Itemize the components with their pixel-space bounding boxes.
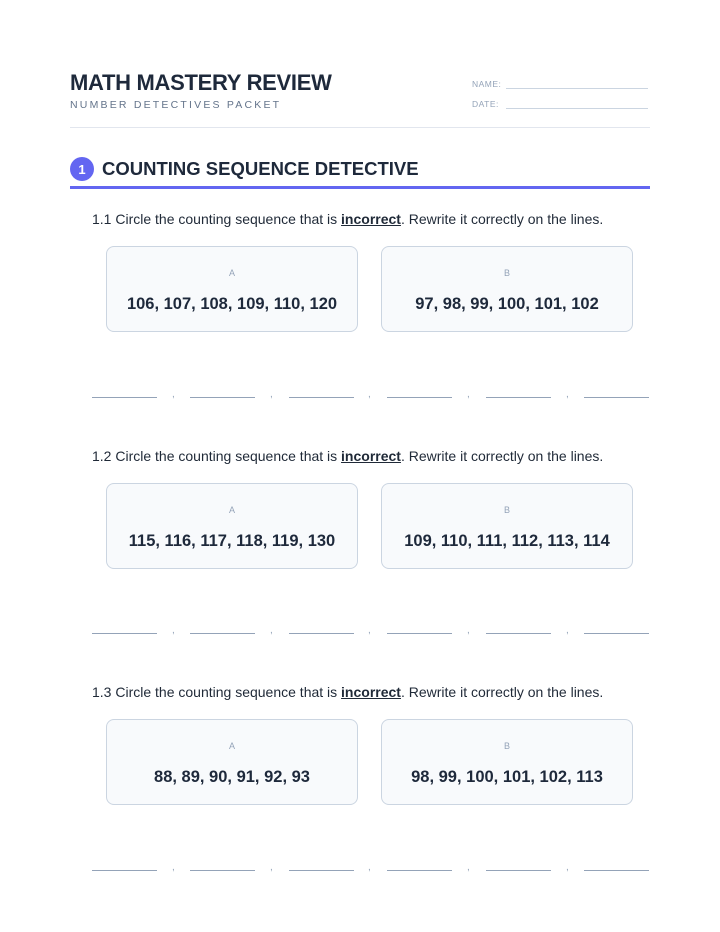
question-prefix: 1.3 Circle the counting sequence that is bbox=[92, 684, 342, 700]
option-card-b[interactable] bbox=[381, 719, 633, 805]
answer-blank[interactable] bbox=[584, 623, 649, 634]
section-number-badge: 1 bbox=[70, 157, 94, 181]
answer-blank[interactable] bbox=[387, 387, 452, 398]
option-letter: A bbox=[228, 505, 235, 515]
option-card-a[interactable] bbox=[106, 246, 358, 332]
answer-blank[interactable] bbox=[92, 860, 157, 871]
option-letter: A bbox=[228, 741, 235, 751]
option-sequence: 106, 107, 108, 109, 110, 120 bbox=[126, 295, 338, 313]
answer-comma: , bbox=[467, 389, 470, 400]
answer-blank[interactable] bbox=[584, 860, 649, 871]
answer-blank[interactable] bbox=[289, 387, 354, 398]
question-keyword: incorrect bbox=[341, 211, 401, 227]
option-sequence: 88, 89, 90, 91, 92, 93 bbox=[154, 768, 310, 786]
answer-blank[interactable] bbox=[486, 860, 551, 871]
answer-blank[interactable] bbox=[387, 623, 452, 634]
answer-comma: , bbox=[172, 389, 175, 400]
answer-blank[interactable] bbox=[190, 623, 255, 634]
answer-comma: , bbox=[566, 625, 569, 636]
name-field[interactable] bbox=[472, 76, 648, 89]
option-sequence: 115, 116, 117, 118, 119, 130 bbox=[128, 532, 336, 550]
option-card-a[interactable] bbox=[106, 483, 358, 569]
date-field[interactable] bbox=[472, 96, 648, 109]
question-suffix: . Rewrite it correctly on the lines. bbox=[400, 211, 604, 227]
option-sequence: 98, 99, 100, 101, 102, 113 bbox=[411, 768, 603, 786]
answer-comma: , bbox=[566, 389, 569, 400]
option-letter: B bbox=[503, 741, 510, 751]
answer-comma: , bbox=[368, 389, 371, 400]
option-letter: B bbox=[503, 505, 510, 515]
answer-blank[interactable] bbox=[190, 387, 255, 398]
option-letter: B bbox=[503, 268, 510, 278]
question-1-2 bbox=[92, 448, 603, 464]
answer-comma: , bbox=[467, 862, 470, 873]
option-sequence: 97, 98, 99, 100, 101, 102 bbox=[415, 295, 599, 313]
date-label: DATE: bbox=[472, 99, 499, 109]
question-prefix: 1.2 Circle the counting sequence that is bbox=[92, 448, 342, 464]
answer-blank[interactable] bbox=[486, 623, 551, 634]
answer-lines bbox=[92, 620, 650, 634]
question-prefix: 1.1 Circle the counting sequence that is bbox=[92, 211, 342, 227]
name-label: NAME: bbox=[472, 79, 502, 89]
answer-comma: , bbox=[172, 862, 175, 873]
name-line[interactable] bbox=[506, 76, 648, 89]
answer-blank[interactable] bbox=[289, 623, 354, 634]
page-subtitle: NUMBER DETECTIVES PACKET bbox=[70, 99, 282, 111]
option-card-b[interactable] bbox=[381, 483, 633, 569]
answer-comma: , bbox=[270, 862, 273, 873]
question-keyword: incorrect bbox=[341, 684, 401, 700]
answer-comma: , bbox=[172, 625, 175, 636]
answer-blank[interactable] bbox=[289, 860, 354, 871]
answer-blank[interactable] bbox=[387, 860, 452, 871]
option-letter: A bbox=[228, 268, 235, 278]
answer-comma: , bbox=[270, 389, 273, 400]
answer-comma: , bbox=[467, 625, 470, 636]
option-card-b[interactable] bbox=[381, 246, 633, 332]
question-suffix: . Rewrite it correctly on the lines. bbox=[400, 684, 604, 700]
section-title: COUNTING SEQUENCE DETECTIVE bbox=[102, 158, 419, 179]
section-header bbox=[70, 157, 650, 189]
answer-comma: , bbox=[368, 625, 371, 636]
answer-blank[interactable] bbox=[92, 623, 157, 634]
question-keyword: incorrect bbox=[341, 448, 401, 464]
answer-blank[interactable] bbox=[190, 860, 255, 871]
date-line[interactable] bbox=[506, 96, 648, 109]
question-1-1 bbox=[92, 211, 603, 227]
answer-comma: , bbox=[566, 862, 569, 873]
answer-comma: , bbox=[270, 625, 273, 636]
page-header bbox=[70, 0, 650, 128]
answer-blank[interactable] bbox=[92, 387, 157, 398]
answer-blank[interactable] bbox=[584, 387, 649, 398]
answer-lines bbox=[92, 857, 650, 871]
option-sequence: 109, 110, 111, 112, 113, 114 bbox=[404, 532, 610, 550]
question-suffix: . Rewrite it correctly on the lines. bbox=[400, 448, 604, 464]
answer-lines bbox=[92, 384, 650, 398]
question-1-3 bbox=[92, 684, 603, 700]
option-card-a[interactable] bbox=[106, 719, 358, 805]
answer-blank[interactable] bbox=[486, 387, 551, 398]
page-title: MATH MASTERY REVIEW bbox=[70, 70, 332, 95]
answer-comma: , bbox=[368, 862, 371, 873]
